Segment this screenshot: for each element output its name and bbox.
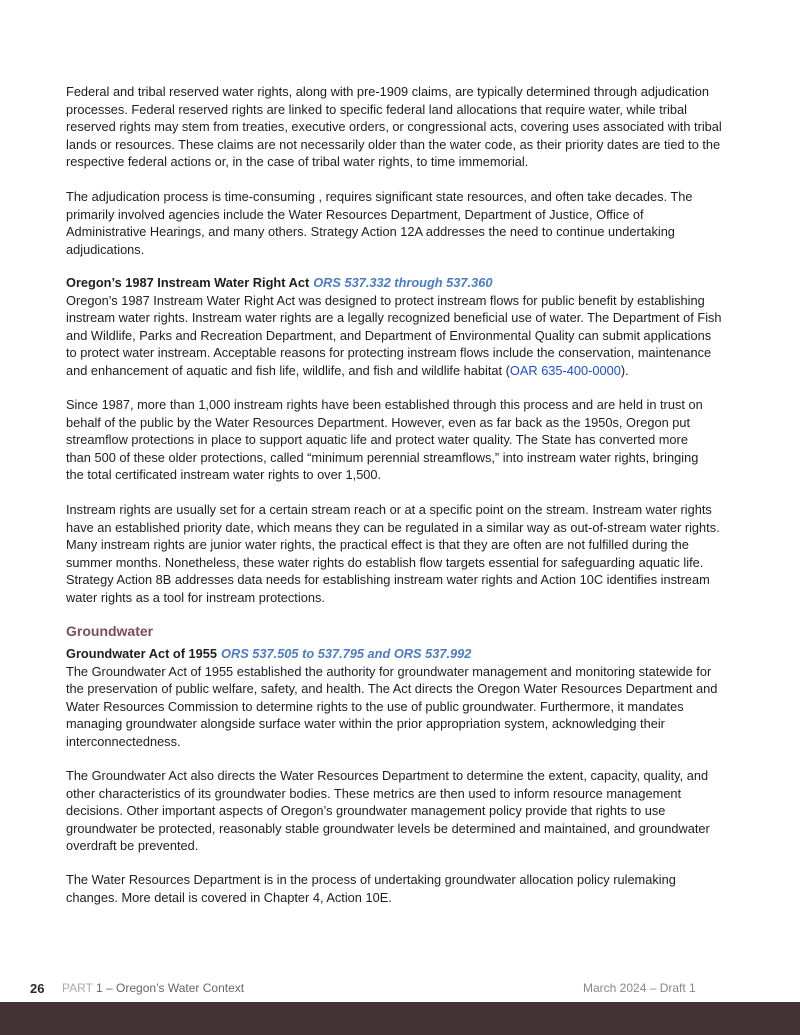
groundwater-act-paragraph: [66, 663, 766, 751]
footer-date: March 2024 – Draft 1: [583, 981, 696, 995]
text-line: Instream rights are usually set for a certain stream reach or at a specific point on the stream. Instream water rights: [66, 502, 712, 517]
text-line: other characteristics of its groundwater bodies. These metrics are then used to inform resource management: [66, 785, 682, 801]
groundwater-act-heading: Groundwater Act of 1955: [66, 646, 217, 661]
paragraph-instream-priority: [66, 501, 766, 606]
section-heading-groundwater: Groundwater: [66, 623, 154, 639]
text-line: than 500 of these older protections, called “minimum perennial streamflows,” into instream water rights, bringing: [66, 449, 699, 465]
paragraph-groundwater-directs: [66, 767, 766, 855]
text-line: The Groundwater Act also directs the Water Resources Department to determine the extent, capacity, quality, and: [66, 768, 709, 783]
instream-act-paragraph: [66, 292, 766, 362]
text-line: overdraft be prevented.: [66, 838, 199, 853]
text-line: respective federal actions or, in the case of tribal water rights, to time immemorial.: [66, 154, 529, 169]
text-line: The Water Resources Department is in the process of undertaking groundwater allocation policy rulemaking: [66, 872, 676, 887]
text-line: Water Resources Commission to determine rights to the use of public groundwater. Furthermore, it mandates: [66, 698, 684, 714]
text-line: primarily involved agencies include the Water Resources Department, Department of Justice, Office of: [66, 206, 644, 222]
text-line: have an established priority date, which means they can be regulated in a similar way as out-of-stream water rights.: [66, 519, 720, 535]
text-line: changes. More detail is covered in Chapter 4, Action 10E.: [66, 889, 392, 905]
text-line: lands or resources. These claims are not necessarily older than the water code, as their priority dates are tied to the: [66, 136, 721, 152]
text-line: Since 1987, more than 1,000 instream rights have been established through this process and are held in trust on: [66, 397, 703, 412]
text-line: Administrative Hearings, and many others. Strategy Action 12A addresses the need to continue undertaking: [66, 224, 675, 239]
text-line: Many instream rights are junior water rights, the practical effect is that they are often are not fulfilled during the: [66, 537, 689, 552]
paragraph-reserved-rights: [66, 83, 766, 171]
part-title: 1 – Oregon’s Water Context: [96, 981, 245, 995]
text-line: Federal and tribal reserved water rights, along with pre-1909 claims, are typically determined through adjudication: [66, 84, 710, 99]
oar-link[interactable]: OAR 635-400-0000: [509, 362, 621, 378]
text-line: water rights as a tool for instream protections.: [66, 589, 325, 605]
text-line: interconnectedness.: [66, 733, 181, 749]
text-line: decisions. Other important aspects of Oregon’s groundwater management policy provide that rights to use: [66, 803, 666, 818]
footer-part-title: [62, 981, 244, 995]
part-label: PART: [62, 981, 93, 995]
instream-act-statute-link[interactable]: ORS 537.332 through 537.360: [313, 275, 493, 290]
groundwater-act-statute-link[interactable]: ORS 537.505 to 537.795 and ORS 537.992: [221, 646, 472, 661]
text-line: the total certificated instream water rights to over 1,500.: [66, 467, 382, 482]
instream-act-heading: Oregon’s 1987 Instream Water Right Act: [66, 275, 310, 290]
text-line: The adjudication process is time-consuming , requires significant state resources, and often take decades. The: [66, 189, 693, 204]
paragraph-rulemaking: [66, 871, 766, 906]
text: and enhancement of aquatic and fish life, wildlife, and fish and wildlife habitat (: [66, 362, 510, 378]
footer-bar: [0, 1002, 800, 1035]
text-line: The Groundwater Act of 1955 established the authority for groundwater management and monitoring statewide for: [66, 663, 712, 679]
paragraph-adjudication: [66, 188, 766, 258]
text-line: reserved rights may stem from treaties, executive orders, or congressional acts, covering uses associated with tribal: [66, 119, 722, 134]
text-line: adjudications.: [66, 241, 145, 257]
text-line: streamflow protections in place to support aquatic life and protect water quality. The State has converted more: [66, 432, 688, 447]
text-line: the preservation of public welfare, safety, and health. The Act directs the Oregon Water Resources Department and: [66, 681, 718, 696]
text-line: managing groundwater alongside surface water within the prior appropriation system, acknowledging their: [66, 716, 665, 731]
text-line: instream water rights. Instream water rights are a legally recognized beneficial use of water. The Department of Fish: [66, 310, 722, 325]
text-line: groundwater be protected, reasonably stable groundwater levels be determined and maintained, and groundwater: [66, 820, 710, 836]
paragraph-instream-history: [66, 396, 766, 484]
text-line: Oregon’s 1987 Instream Water Right Act was designed to protect instream flows for public benefit by establishing: [66, 292, 705, 308]
instream-act-block: [66, 274, 766, 379]
groundwater-act-block: [66, 645, 766, 750]
text: ).: [620, 362, 629, 378]
text-line: to protect water instream. Acceptable reasons for protecting instream flows include the conservation, maintenance: [66, 345, 712, 360]
text-line: summer months. Nonetheless, these water rights do establish flow targets essential for safeguarding aquatic life.: [66, 554, 704, 570]
text-line: and Wildlife, Parks and Recreation Department, and Department of Environmental Quality can submit applications: [66, 327, 712, 343]
text-line: Strategy Action 8B addresses data needs for establishing instream water rights and Action 10C identifies instream: [66, 572, 710, 587]
page-number: 26: [30, 981, 45, 996]
text-line: behalf of the public by the Water Resources Department. However, even as far back as the 1950s, Oregon put: [66, 414, 691, 430]
text-line: processes. Federal reserved rights are linked to specific federal land allocations that require water, while tribal: [66, 101, 687, 117]
